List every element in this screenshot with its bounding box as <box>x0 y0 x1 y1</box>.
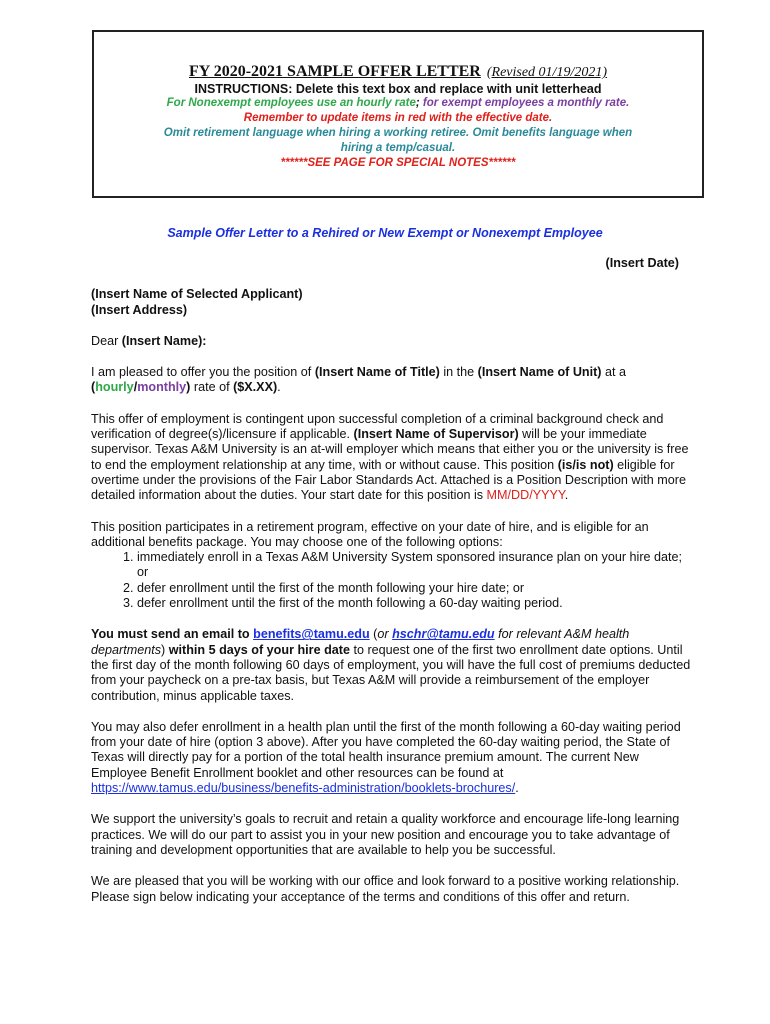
benefit-options-list <box>91 550 691 611</box>
revised-date: (Revised 01/19/2021) <box>486 65 607 80</box>
benefits-paragraph: This position participates in a retirement program, effective on your date of hire, and is eligible for an additional benefits package. You may choose one of the following options: <box>91 519 649 549</box>
defer-enrollment-paragraph: You may also defer enrollment in a health plan until the first of the month following a 60-day waiting period from your date of hire (option 3 above). After you have completed the 60-day waiting period, the State of Texas will directly pay for a portion of the total health insurance premium amount. The current New Employee Benefit Enrollment booklet and other resources can be found at https://www.tamus.edu/business/benefits-administration/booklets-brochures/. <box>91 719 681 796</box>
support-paragraph: We support the university’s goals to recruit and retain a quality workforce and encourage life-long learning practices. We will do our part to assist you in your new position and encourage you to take advantage of training and development opportunities that are available to help you be successful. <box>91 812 680 857</box>
note-separator: ; <box>415 97 420 109</box>
list-item: 3. defer enrollment until the first of the month following a 60-day waiting period. <box>137 596 691 611</box>
offer-paragraph: I am pleased to offer you the position of (Insert Name of Title) in the (Insert Name of Unit) at a (hourly/monthly) rate of ($X.XX). <box>91 365 627 395</box>
applicant-name: (Insert Name of Selected Applicant) <box>91 287 303 302</box>
instructions-line: INSTRUCTIONS: Delete this text box and replace with unit letterhead <box>194 82 602 96</box>
letter-title <box>94 63 702 81</box>
insert-date: (Insert Date) <box>605 256 679 270</box>
instructions-text-box <box>92 30 704 198</box>
salutation: Dear (Insert Name): <box>91 333 207 348</box>
employment-terms-paragraph: This offer of employment is contingent upon successful completion of a criminal background check and verification of degree(s)/licensure if applicable. (Insert Name of Supervisor) will be your immediate supervisor. Texas A&M University is an at-will employer which means that either you or the university is free to end the employment relationship at any time, with or without cause. This position (is/is not) eligible for overtime under the provisions of the Fair Labor Standards Act. Attached is a Position Description with more detailed information about the duties. Your start date for this position is MM/DD/YYYY. <box>91 411 689 503</box>
special-notes: ******SEE PAGE FOR SPECIAL NOTES****** <box>280 157 516 169</box>
list-item: 1. immediately enroll in a Texas A&M University System sponsored insurance plan on your hire date; or <box>137 550 691 581</box>
rate-note <box>94 96 702 111</box>
red-items-note: Remember to update items in red with the effective date. <box>243 112 553 124</box>
retiree-note: Omit retirement language when hiring a working retiree. Omit benefits language when hiring a temp/casual. <box>163 127 633 154</box>
letter-body <box>91 256 691 905</box>
letter-subtitle: Sample Offer Letter to a Rehired or New Exempt or Nonexempt Employee <box>167 226 603 240</box>
email-paragraph: You must send an email to benefits@tamu.edu (or hschr@tamu.edu for relevant A&M health departments) within 5 days of your hire date to request one of the first two enrollment date options. Until the first day of the month following 60 days of employment, you will have the full cost of premiums deducted from your paycheck on a pre-tax basis, but Texas A&M will provide a reimbursement of the employer contribution, minus applicable taxes. <box>91 627 691 703</box>
start-date: MM/DD/YYYY <box>486 488 565 503</box>
applicant-address: (Insert Address) <box>91 302 188 317</box>
closing-paragraph: We are pleased that you will be working with our office and look forward to a positive working relationship. Please sign below indicating your acceptance of the terms and conditions of this offer and return. <box>91 874 680 904</box>
nonexempt-note: For Nonexempt employees use an hourly rate <box>166 97 416 109</box>
hschr-email-link[interactable]: hschr@tamu.edu <box>392 627 495 642</box>
title-text: FY 2020-2021 SAMPLE OFFER LETTER <box>188 63 481 80</box>
exempt-note: for exempt employees a monthly rate. <box>419 97 630 109</box>
benefits-email-link[interactable]: benefits@tamu.edu <box>253 627 370 642</box>
booklets-link[interactable]: https://www.tamus.edu/business/benefits-administration/booklets-brochures/ <box>91 781 516 796</box>
list-item: 2. defer enrollment until the first of the month following your hire date; or <box>137 581 691 596</box>
